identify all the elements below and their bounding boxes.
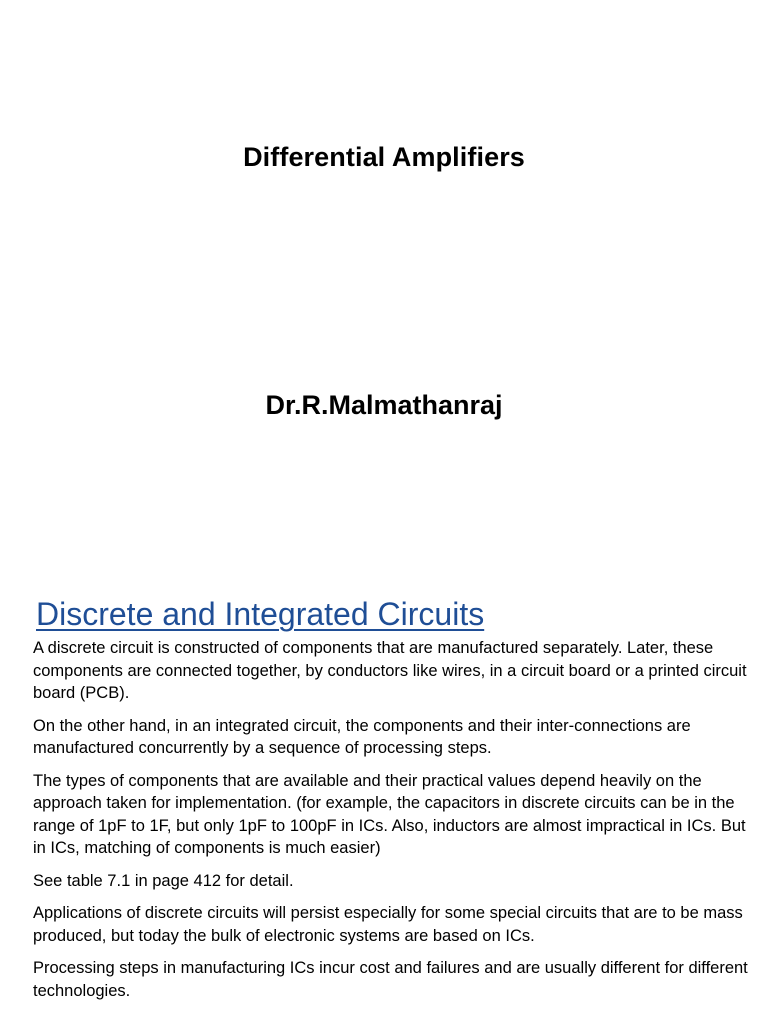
author-name: Dr.R.Malmathanraj <box>265 390 503 420</box>
paragraph-discrete-circuit: A discrete circuit is constructed of components that are manufactured separately. Later, these components are connected together, by conductors like wires, in a circuit board or a printed circuit board (PCB). <box>33 639 747 702</box>
slide-title: Differential Amplifiers <box>243 142 525 172</box>
paragraph-component-types: The types of components that are available and their practical values depend heavily on the approach taken for implementation. (for example, the capacitors in discrete circuits can be in the range of 1pF to 1F, but only 1pF to 100pF in ICs. Also, inductors are almost impractical in ICs. But in ICs, matching of components is much easier) <box>33 771 746 857</box>
paragraph-processing-steps: Processing steps in manufacturing ICs incur cost and failures and are usually different for different technologies. <box>33 959 748 1000</box>
paragraph-integrated-circuit: On the other hand, in an integrated circuit, the components and their inter-connections are manufactured concurrently by a sequence of processing steps. <box>33 716 691 757</box>
slide-body <box>33 637 755 1012</box>
content-slide <box>0 576 768 1024</box>
section-title: Discrete and Integrated Circuits <box>36 596 485 632</box>
paragraph-applications: Applications of discrete circuits will persist especially for some special circuits that are to be mass produced, but today the bulk of electronic systems are based on ICs. <box>33 904 743 945</box>
paragraph-table-reference: See table 7.1 in page 412 for detail. <box>33 871 294 890</box>
